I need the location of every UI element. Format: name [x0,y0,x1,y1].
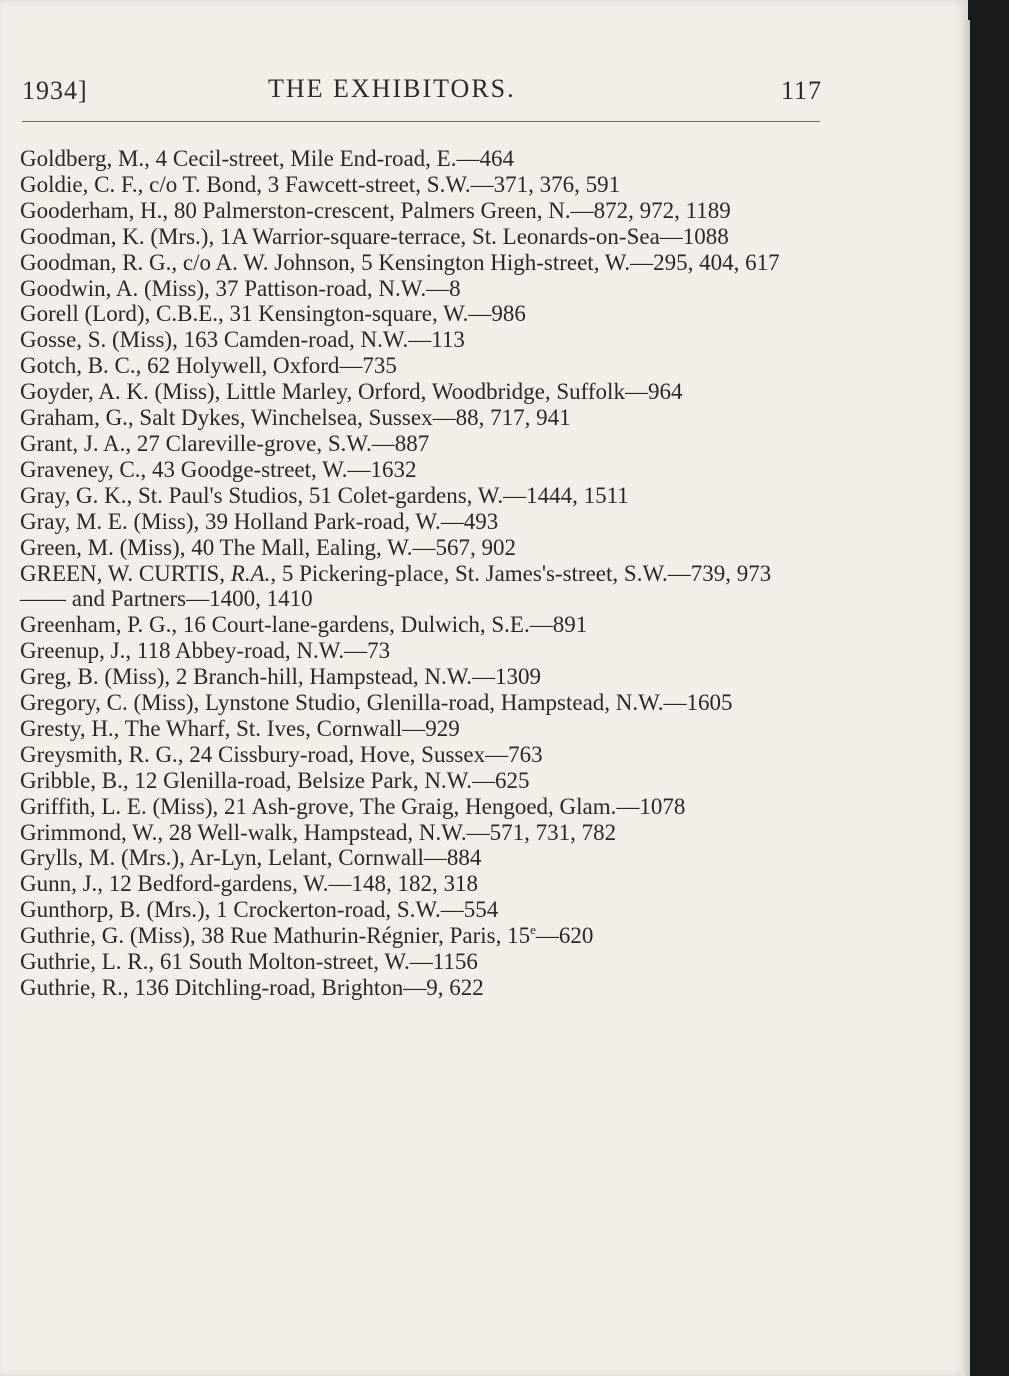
exhibitor-entry: Greenham, P. G., 16 Court-lane-gardens, Dulwich, S.E.—891 [20,612,588,638]
exhibitor-entry: Gunthorp, B. (Mrs.), 1 Crockerton-road, S.W.—554 [20,897,499,923]
exhibitor-entry: Goodman, R. G., c/o A. W. Johnson, 5 Kensington High-street, W.—295, 404, 617 [20,249,780,275]
entry-name: GREEN, W. CURTIS, [20,560,231,586]
exhibitor-entry: Guthrie, L. R., 61 South Molton-street, W.—1156 [20,949,478,975]
entry-superscript: e [530,922,536,938]
exhibitor-entry: Green, M. (Miss), 40 The Mall, Ealing, W.—567, 902 [20,534,516,560]
exhibitor-entry-green-curtis [20,561,832,587]
exhibitor-entry: Gosse, S. (Miss), 163 Camden-road, N.W.—113 [20,327,465,353]
exhibitor-entry: Gray, G. K., St. Paul's Studios, 51 Colet-gardens, W.—1444, 1511 [20,482,629,508]
exhibitor-entry: Greg, B. (Miss), 2 Branch-hill, Hampstead, N.W.—1309 [20,664,542,690]
exhibitor-entry: Goldberg, M., 4 Cecil-street, Mile End-road, E.—464 [20,146,514,171]
header-year: 1934] [22,76,88,105]
exhibitor-entry: —— and Partners—1400, 1410 [20,586,313,612]
exhibitor-entry: Graveney, C., 43 Goodge-street, W.—1632 [20,456,417,482]
exhibitor-entry: Grylls, M. (Mrs.), Ar-Lyn, Lelant, Cornwall—884 [20,845,482,871]
running-header [22,74,822,114]
header-title: THE EXHIBITORS. [268,74,516,103]
entry-numbers: —620 [535,923,594,949]
exhibitor-entry: Gunn, J., 12 Bedford-gardens, W.—148, 182, 318 [20,871,479,897]
exhibitor-entry: Grant, J. A., 27 Clareville-grove, S.W.—887 [20,430,430,456]
entry-honour: R.A. [230,560,271,586]
exhibitor-entry: Gribble, B., 12 Glenilla-road, Belsize Park, N.W.—625 [20,767,530,793]
exhibitor-entry: Griffith, L. E. (Miss), 21 Ash-grove, The Graig, Hengoed, Glam.—1078 [20,793,686,819]
exhibitor-entry: Guthrie, R., 136 Ditchling-road, Brighton—9, 622 [20,975,484,1000]
exhibitor-entry: Gorell (Lord), C.B.E., 31 Kensington-square, W.—986 [20,301,526,327]
exhibitor-entry: Gresty, H., The Wharf, St. Ives, Cornwall—929 [20,715,460,741]
header-rule [22,121,820,122]
exhibitor-entry [20,923,832,949]
exhibitor-entry: Gregory, C. (Miss), Lynstone Studio, Glenilla-road, Hampstead, N.W.—1605 [20,690,733,716]
exhibitor-entry: Grimmond, W., 28 Well-walk, Hampstead, N.W.—571, 731, 782 [20,819,617,845]
exhibitor-entry: Goodwin, A. (Miss), 37 Pattison-road, N.W.—8 [20,275,461,301]
exhibitor-entry: Greenup, J., 118 Abbey-road, N.W.—73 [20,638,391,664]
exhibitor-entry: Greysmith, R. G., 24 Cissbury-road, Hove, Sussex—763 [20,741,543,767]
exhibitor-entry: Gray, M. E. (Miss), 39 Holland Park-road, W.—493 [20,508,499,534]
exhibitor-entry: Goyder, A. K. (Miss), Little Marley, Orford, Woodbridge, Suffolk—964 [20,379,683,405]
entry-rest: , 5 Pickering-place, St. James's-street, S.W.—739, 973 [270,560,772,586]
exhibitor-entry: Gotch, B. C., 62 Holywell, Oxford—735 [20,353,397,379]
exhibitor-entry: Goldie, C. F., c/o T. Bond, 3 Fawcett-street, S.W.—371, 376, 591 [20,171,621,197]
exhibitor-entry: Gooderham, H., 80 Palmerston-crescent, Palmers Green, N.—872, 972, 1189 [20,197,731,223]
exhibitor-entry: Graham, G., Salt Dykes, Winchelsea, Sussex—88, 717, 941 [20,405,571,431]
entry-text: Guthrie, G. (Miss), 38 Rue Mathurin-Régnier, Paris, 15 [20,923,531,949]
exhibitor-list [20,146,832,1001]
exhibitor-entry: Goodman, K. (Mrs.), 1A Warrior-square-terrace, St. Leonards-on-Sea—1088 [20,223,729,249]
page-edge [962,20,970,1376]
page-number: 117 [780,76,822,105]
